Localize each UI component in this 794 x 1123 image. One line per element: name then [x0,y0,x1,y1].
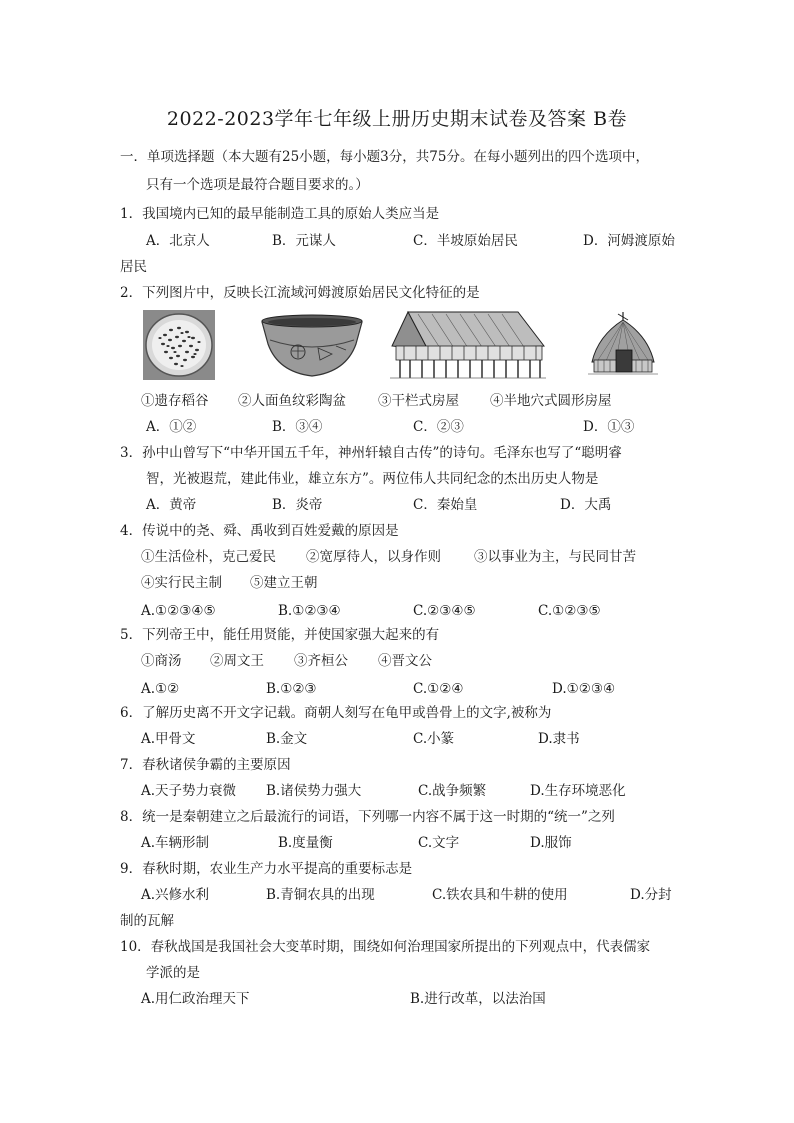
question-7-option-b: B.诸侯势力强大 [266,783,362,799]
question-7-option-d: D.生存环境恶化 [530,783,626,799]
question-1-option-d: D．河姆渡原始 [583,233,675,249]
question-4-option-c: C.②③④⑤ [413,603,476,619]
question-9-option-c: C.铁农具和牛耕的使用 [432,887,568,903]
question-4-item-4: ④实行民主制 [141,575,222,591]
question-8-option-d: D.服饰 [530,835,572,851]
question-8-option-a: A.车辆形制 [141,835,210,851]
question-1-option-c: C．半坡原始居民 [413,233,518,249]
question-4-stem: 4．传说中的尧、舜、禹收到百姓爱戴的原因是 [120,523,399,539]
question-1-option-d-wrap: 居民 [120,259,147,275]
question-5-option-b: B.①②③ [266,681,317,697]
question-4-option-a: A.①②③④⑤ [141,603,216,619]
question-9-option-d: D.分封 [630,887,672,903]
question-4-item-3: ③以事业为主，与民同甘苦 [474,549,636,565]
question-2-caption-1: ①遗存稻谷 [141,393,209,409]
question-2-caption-4: ④半地穴式圆形房屋 [490,393,612,409]
question-2-option-b: B．③④ [272,419,323,435]
question-1-option-a: A．北京人 [146,233,210,249]
question-4-option-d: C.①②③⑤ [538,603,601,619]
question-5-option-c: C.①②④ [413,681,464,697]
question-3-stem-line1: 3．孙中山曾写下“中华开国五千年，神州轩辕自古传”的诗句。毛泽东也写了“聪明睿 [120,445,622,461]
question-2-option-c: C．②③ [413,419,464,435]
question-5-item-1: ①商汤 [141,653,182,669]
question-4-item-2: ②宽厚待人，以身作则 [306,549,441,565]
question-6-option-d: D.隶书 [538,731,580,747]
question-4-option-b: B.①②③④ [278,603,341,619]
question-5-item-4: ④晋文公 [378,653,432,669]
question-5-stem: 5．下列帝王中，能任用贤能，并使国家强大起来的有 [120,627,440,643]
question-8-option-b: B.度量衡 [278,835,333,851]
question-10-stem-line2: 学派的是 [146,965,200,981]
question-7-stem: 7．春秋诸侯争霸的主要原因 [120,757,291,773]
question-10-option-b: B.进行改革，以法治国 [410,991,546,1007]
question-4-item-1: ①生活俭朴，克己爱民 [141,549,276,565]
page-title: 2022-2023学年七年级上册历史期末试卷及答案 B卷 [166,108,628,130]
question-3-option-d: D．大禹 [560,497,612,513]
section-heading-line2: 只有一个选项是最符合题目要求的。） [146,177,369,193]
question-2-caption-2: ②人面鱼纹彩陶盆 [238,393,346,409]
question-5-option-d: D.①②③④ [552,681,616,697]
painted-pottery-basin-image [258,310,366,380]
section-heading-line1: 一．单项选择题（本大题有25小题，每小题3分，共75分。在每小题列出的四个选项中， [120,149,649,165]
question-8-option-c: C.文字 [418,835,460,851]
question-2-option-a: A．①② [146,419,197,435]
rice-grains-image [143,310,215,380]
question-1-option-b: B．元谋人 [272,233,336,249]
question-6-option-b: B.金文 [266,731,308,747]
question-3-stem-line2: 智，光被遐荒，建此伟业，雄立东方”。两位伟人共同纪念的杰出历史人物是 [146,471,599,487]
question-9-option-b: B.青铜农具的出现 [266,887,375,903]
question-2-caption-3: ③干栏式房屋 [378,393,459,409]
question-1-stem: 1．我国境内已知的最早能制造工具的原始人类应当是 [120,206,440,222]
question-3-option-b: B．炎帝 [272,497,323,513]
question-4-item-5: ⑤建立王朝 [250,575,318,591]
question-9-option-a: A.兴修水利 [141,887,210,903]
question-6-option-a: A.甲骨文 [141,731,196,747]
question-8-stem: 8．统一是秦朝建立之后最流行的词语，下列哪一内容不属于这一时期的“统一”之列 [120,809,615,825]
question-5-option-a: A.①② [141,681,180,697]
question-6-option-c: C.小篆 [413,731,455,747]
question-5-item-2: ②周文王 [210,653,264,669]
question-5-item-3: ③齐桓公 [294,653,348,669]
question-7-option-a: A.天子势力衰微 [141,783,237,799]
question-3-option-c: C．秦始皇 [413,497,478,513]
question-2-stem: 2．下列图片中，反映长江流域河姆渡原始居民文化特征的是 [120,285,480,301]
question-3-option-a: A．黄帝 [146,497,197,513]
question-9-option-d-wrap: 制的瓦解 [120,913,174,929]
question-10-option-a: A.用仁政治理天下 [141,991,250,1007]
question-6-stem: 6．了解历史离不开文字记载。商朝人刻写在龟甲或兽骨上的文字,被称为 [120,705,552,721]
question-7-option-c: C.战争频繁 [418,783,487,799]
question-9-stem: 9．春秋时期，农业生产力水平提高的重要标志是 [120,861,413,877]
stilt-house-image [388,306,548,382]
question-2-option-d: D．①③ [583,419,635,435]
question-10-stem-line1: 10．春秋战国是我国社会大变革时期，围绕如何治理国家所提出的下列观点中，代表儒家 [120,939,651,955]
round-hut-image [588,310,658,380]
